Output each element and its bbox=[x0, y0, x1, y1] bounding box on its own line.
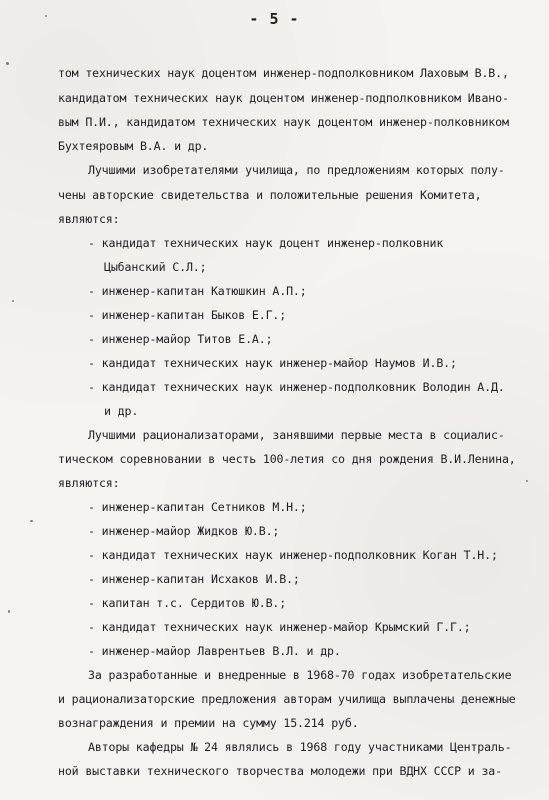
text-line: чены авторские свидетельства и положительные решения Комитета, bbox=[58, 188, 482, 202]
list-item: - кандидат технических наук инженер-подполковник Володин А.Д. bbox=[88, 380, 505, 394]
text-line: За разработанные и внедренные в 1968-70 годах изобретательские bbox=[88, 668, 512, 682]
list-item-continuation: Цыбанский С.Л.; bbox=[104, 260, 207, 274]
text-line: вознаграждения и премии на сумму 15.214 руб. bbox=[58, 716, 359, 730]
list-item: - инженер-капитан Быков Е.Г.; bbox=[88, 308, 287, 322]
text-line: являются: bbox=[58, 212, 120, 226]
list-item: - кандидат технических наук инженер-майор Крымский Г.Г.; bbox=[88, 620, 471, 634]
text-line: кандидатом технических наук доцентом инженер-подполковником Ивано- bbox=[58, 91, 509, 105]
list-item: - инженер-майор Лаврентьев В.Л. и др. bbox=[88, 644, 341, 658]
scan-speck bbox=[30, 520, 33, 522]
text-line: Авторы кафедры № 24 являлись в 1968 году участниками Централь- bbox=[88, 740, 512, 754]
text-line: том технических наук доцентом инженер-подполковником Лаховым В.В., bbox=[58, 66, 509, 80]
scan-speck bbox=[12, 300, 14, 302]
list-item: - кандидат технических наук инженер-подполковник Коган Т.Н.; bbox=[88, 548, 498, 562]
list-item: - инженер-капитан Катюшкин А.П.; bbox=[88, 284, 307, 298]
text-line: тическом соревновании в честь 100-летия со дня рождения В.И.Ленина, bbox=[58, 452, 516, 466]
list-item: - кандидат технических наук инженер-майор Наумов И.В.; bbox=[88, 356, 457, 370]
scan-speck bbox=[6, 62, 9, 65]
text-line: вым П.И., кандидатом технических наук доцентом инженер-полковником bbox=[58, 115, 509, 129]
text-line: Лучшими изобретателями училища, по предложениям которых полу- bbox=[88, 163, 505, 177]
scan-speck bbox=[8, 610, 10, 613]
text-line: ной выставки технического творчества молодежи при ВДНХ СССР и за- bbox=[58, 764, 502, 778]
text-line: и рационализаторские предложения авторам училища выплачены денежные bbox=[58, 692, 516, 706]
list-item: - инженер-майор Жидков Ю.В.; bbox=[88, 524, 280, 538]
scan-speck bbox=[526, 480, 528, 482]
text-line: Лучшими рационализаторами, занявшими первые места в социалис- bbox=[88, 428, 505, 442]
list-item: - кандидат технических наук доцент инженер-полковник bbox=[88, 236, 444, 250]
list-item: - инженер-капитан Исхаков И.В.; bbox=[88, 572, 300, 586]
list-item-continuation: и др. bbox=[104, 404, 139, 418]
text-line: являются: bbox=[58, 476, 120, 490]
scan-speck bbox=[45, 15, 47, 17]
list-item: - капитан т.с. Сердитов Ю.В.; bbox=[88, 596, 287, 610]
text-line: Бухтеяровым В.А. и др. bbox=[58, 139, 209, 153]
list-item: - инженер-майор Титов Е.А.; bbox=[88, 332, 273, 346]
list-item: - инженер-капитан Сетников М.Н.; bbox=[88, 500, 307, 514]
page-number: - 5 - bbox=[249, 10, 300, 28]
